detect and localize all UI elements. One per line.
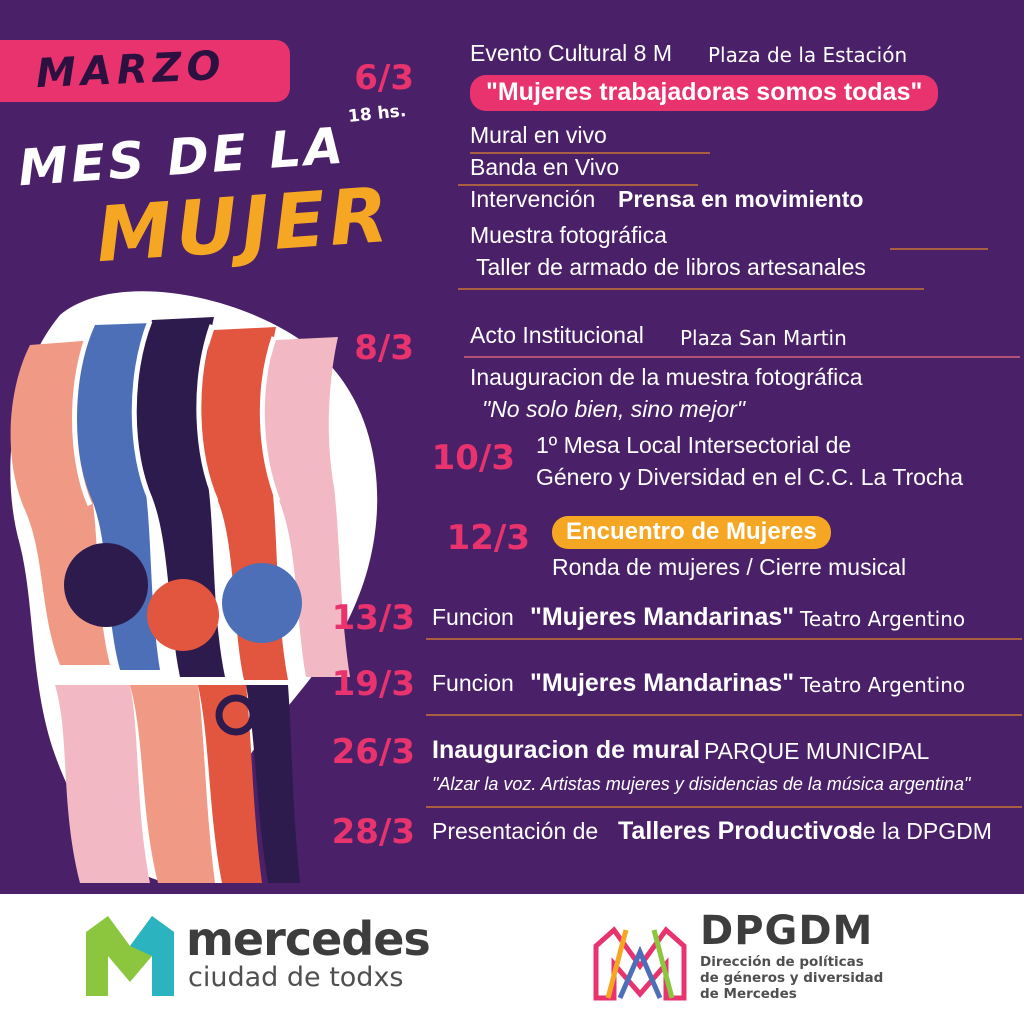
event-date: 6/3 [354,58,414,98]
divider [426,638,1022,640]
event-line: Evento Cultural 8 M [470,40,672,66]
event-venue: Teatro Argentino [800,607,966,631]
event-highlight-label: Encuentro de Mujeres [552,516,831,549]
event-venue: Teatro Argentino [800,673,966,697]
event-highlight [552,518,831,546]
event-highlight-label: "Mujeres trabajadoras somos todas" [470,75,938,111]
dpgdm-description [700,954,883,1002]
event-time: 18 hs. [347,101,408,127]
event-subtitle: "No solo bien, sino mejor" [482,396,746,422]
event-subtitle: "Alzar la voz. Artistas mujeres y disidencias de la música argentina" [432,774,971,794]
event-line: Género y Diversidad en el C.C. La Trocha [536,464,963,490]
women-profiles-illustration [0,285,430,885]
event-line: Inauguracion de la muestra fotográfica [470,364,863,390]
divider [426,806,1022,808]
event-date: 10/3 [431,438,515,478]
event-line: Muestra fotográfica [470,222,667,248]
dpgdm-logo-icon [590,912,690,1007]
event-venue: Plaza San Martin [680,326,847,350]
divider [464,356,1020,358]
dpgdm-description-line: de Mercedes [700,986,797,1002]
divider [890,248,988,250]
event-date: 12/3 [446,518,530,558]
dpgdm-description-line: de géneros y diversidad [700,970,884,986]
event-line: 1º Mesa Local Intersectorial de [536,432,852,458]
event-date: 13/3 [331,598,415,638]
event-date: 26/3 [331,732,415,772]
event-line: Mural en vivo [470,122,607,148]
footer-bar [0,894,1024,1024]
dpgdm-wordmark: DPGDM [700,908,874,954]
illustration-svg [0,285,430,885]
event-venue: Plaza de la Estación [708,43,908,67]
mercedes-wordmark: mercedes [186,912,430,966]
event-highlight [470,78,938,107]
event-line: Acto Institucional [470,322,644,348]
event-line: Presentación de [432,818,599,844]
event-line: Funcion [432,604,514,630]
mercedes-logo-icon [82,912,178,1005]
month-label: MARZO [35,42,227,98]
event-line-bold: "Mujeres Mandarinas" [530,603,795,631]
title-line-2: MUJER [93,169,395,280]
event-line-bold: "Mujeres Mandarinas" [530,669,795,697]
event-line: de la DPGDM [850,818,992,844]
divider [426,714,1022,716]
event-line-bold: Inauguracion de mural [432,736,701,764]
title-line-1: MES DE LA [16,116,348,198]
event-line: Banda en Vivo [470,154,620,180]
event-line-bold: Talleres Productivos [618,817,863,845]
mercedes-tagline: ciudad de todxs [188,962,404,993]
event-date: 19/3 [331,664,415,704]
divider [458,288,924,290]
event-line: Funcion [432,670,514,696]
event-line: Ronda de mujeres / Cierre musical [552,554,907,580]
event-line: PARQUE MUNICIPAL [704,738,930,764]
event-line: Taller de armado de libros artesanales [476,254,866,280]
event-date: 28/3 [331,812,415,852]
event-line: Intervención [470,186,596,212]
event-line-bold: Prensa en movimiento [618,186,864,212]
dpgdm-description-line: Dirección de políticas [700,954,864,970]
event-date: 8/3 [354,328,414,368]
